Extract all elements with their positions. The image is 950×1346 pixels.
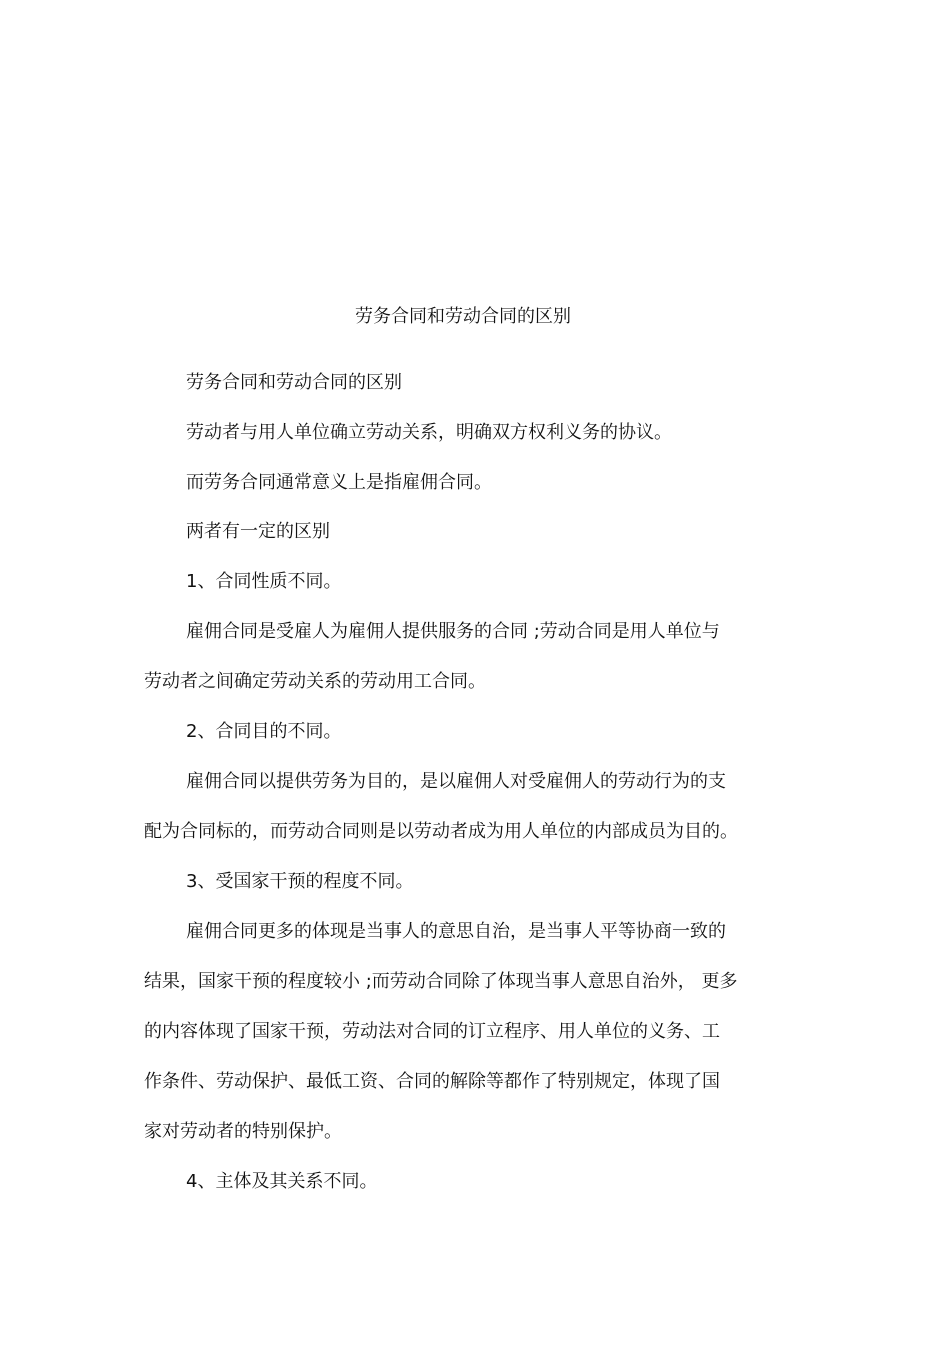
paragraph-line: 劳务合同和劳动合同的区别 bbox=[186, 372, 402, 393]
paragraph-line: 劳动者之间确定劳动关系的劳动用工合同。 bbox=[144, 671, 486, 692]
paragraph-line: 两者有一定的区别 bbox=[186, 521, 330, 542]
paragraph-line: 配为合同标的，而劳动合同则是以劳动者成为用人单位的内部成员为目的。 bbox=[144, 821, 738, 842]
paragraph-line: 结果，国家干预的程度较小 ;而劳动合同除了体现当事人意思自治外， 更多 bbox=[144, 971, 738, 992]
paragraph-line: 雇佣合同以提供劳务为目的，是以雇佣人对受雇佣人的劳动行为的支 bbox=[186, 771, 726, 792]
paragraph-line: 雇佣合同更多的体现是当事人的意思自治，是当事人平等协商一致的 bbox=[186, 921, 726, 942]
paragraph-line: 劳动者与用人单位确立劳动关系，明确双方权利义务的协议。 bbox=[186, 422, 672, 443]
section-heading: 4、主体及其关系不同。 bbox=[186, 1171, 378, 1192]
section-heading: 3、受国家干预的程度不同。 bbox=[186, 871, 414, 892]
paragraph-line: 而劳务合同通常意义上是指雇佣合同。 bbox=[186, 472, 492, 493]
paragraph-line: 的内容体现了国家干预，劳动法对合同的订立程序、用人单位的义务、工 bbox=[144, 1021, 720, 1042]
section-heading: 1、合同性质不同。 bbox=[186, 571, 342, 592]
section-heading: 2、合同目的不同。 bbox=[186, 721, 342, 742]
paragraph-line: 作条件、劳动保护、最低工资、合同的解除等都作了特别规定，体现了国 bbox=[144, 1071, 720, 1092]
document-title: 劳务合同和劳动合同的区别 bbox=[355, 306, 571, 327]
paragraph-line: 家对劳动者的特别保护。 bbox=[144, 1121, 342, 1142]
paragraph-line: 雇佣合同是受雇人为雇佣人提供服务的合同 ;劳动合同是用人单位与 bbox=[186, 621, 720, 642]
